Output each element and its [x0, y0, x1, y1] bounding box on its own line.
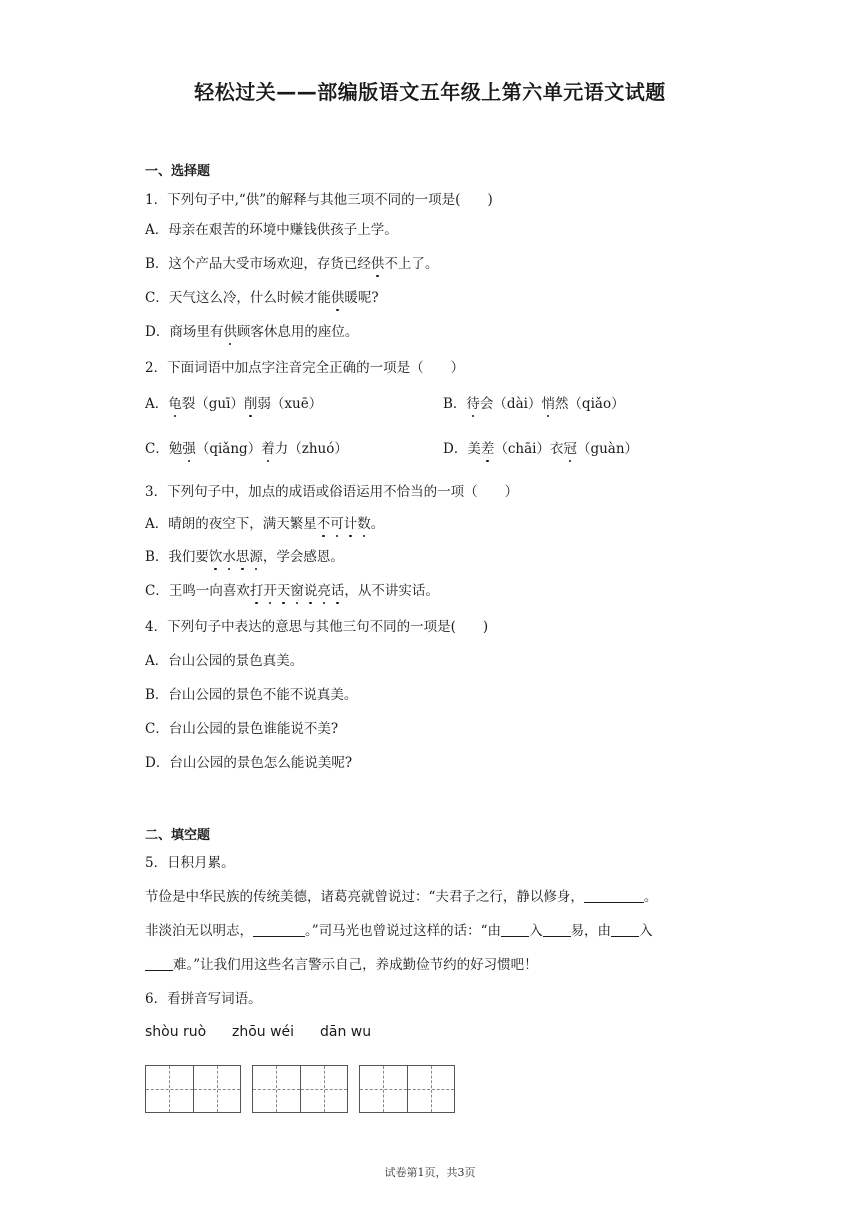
question-2-option-d: D．美差（chāi）衣冠（guàn） — [443, 437, 638, 457]
writing-cell[interactable] — [194, 1066, 241, 1112]
answer-blank[interactable] — [145, 956, 173, 971]
answer-blank[interactable] — [501, 922, 529, 937]
answer-blank[interactable] — [611, 922, 639, 937]
writing-cell[interactable] — [360, 1066, 408, 1112]
writing-grid-3[interactable] — [359, 1065, 455, 1113]
question-5-stem: 5．日积月累。 — [145, 855, 235, 871]
question-5-line-3: 难。”让我们用这些名言警示自己，养成勤俭节约的好习惯吧！ — [145, 953, 538, 973]
question-1-option-a: A．母亲在艰苦的环境中赚钱供孩子上学。 — [145, 222, 398, 238]
question-4-option-c: C．台山公园的景色谁能说不美? — [145, 721, 339, 737]
question-2-option-c: C．勉强（qiǎng）着力（zhuó） — [145, 437, 348, 457]
section-heading-choice: 一、选择题 — [145, 164, 211, 179]
question-4-option-d: D．台山公园的景色怎么能说美呢? — [145, 755, 353, 771]
question-2-option-b: B．待会（dài）悄然（qiǎo） — [443, 392, 625, 412]
page-footer: 试卷第1页，共3页 — [384, 1166, 476, 1179]
pinyin-word-3: dān wu — [320, 1024, 372, 1040]
question-4-stem: 4．下列句子中表达的意思与其他三句不同的一项是( ) — [145, 619, 489, 635]
answer-blank[interactable] — [584, 888, 644, 903]
question-1-stem: 1．下列句子中,“供”的解释与其他三项不同的一项是( ) — [145, 192, 493, 208]
answer-blank[interactable] — [253, 922, 305, 937]
writing-cell[interactable] — [146, 1066, 194, 1112]
pinyin-word-2: zhōu wéi — [232, 1024, 295, 1040]
question-4-option-a: A．台山公园的景色真美。 — [145, 653, 304, 669]
question-3-option-a: A．晴朗的夜空下，满天繁星不可计数。 — [145, 512, 384, 532]
question-4-option-b: B．台山公园的景色不能不说真美。 — [145, 687, 358, 703]
writing-grid-2[interactable] — [252, 1065, 348, 1113]
writing-grid-1[interactable] — [145, 1065, 241, 1113]
question-6-stem: 6．看拼音写词语。 — [145, 991, 262, 1007]
question-3-stem: 3．下列句子中，加点的成语或俗语运用不恰当的一项（ ） — [145, 484, 519, 500]
question-2-option-a: A．龟裂（guī）削弱（xuē） — [145, 392, 322, 412]
question-1-option-b: B．这个产品大受市场欢迎，存货已经供不上了。 — [145, 252, 438, 272]
pinyin-row — [145, 1024, 371, 1040]
question-1-option-d: D．商场里有供顾客休息用的座位。 — [145, 320, 358, 340]
question-2-stem: 2．下面词语中加点字注音完全正确的一项是（ ） — [145, 360, 465, 376]
writing-cell[interactable] — [253, 1066, 301, 1112]
question-3-option-c: C．王鸣一向喜欢打开天窗说亮话，从不讲实话。 — [145, 579, 439, 599]
question-3-option-b: B．我们要饮水思源，学会感恩。 — [145, 545, 344, 565]
page-title: 轻松过关——部编版语文五年级上第六单元语文试题 — [194, 80, 666, 104]
writing-cell[interactable] — [408, 1066, 455, 1112]
pinyin-word-1: shòu ruò — [145, 1024, 207, 1040]
question-5-line-2: 非淡泊无以明志， 。”司马光也曾说过这样的话：“由 入 易，由 入 — [145, 923, 653, 939]
section-heading-fill: 二、填空题 — [145, 828, 211, 843]
question-1-option-c: C．天气这么冷，什么时候才能供暖呢? — [145, 286, 379, 306]
writing-cell[interactable] — [301, 1066, 348, 1112]
answer-blank[interactable] — [543, 922, 571, 937]
question-5-line-1: 节俭是中华民族的传统美德，诸葛亮就曾说过：“夫君子之行，静以修身， 。 — [145, 889, 658, 905]
